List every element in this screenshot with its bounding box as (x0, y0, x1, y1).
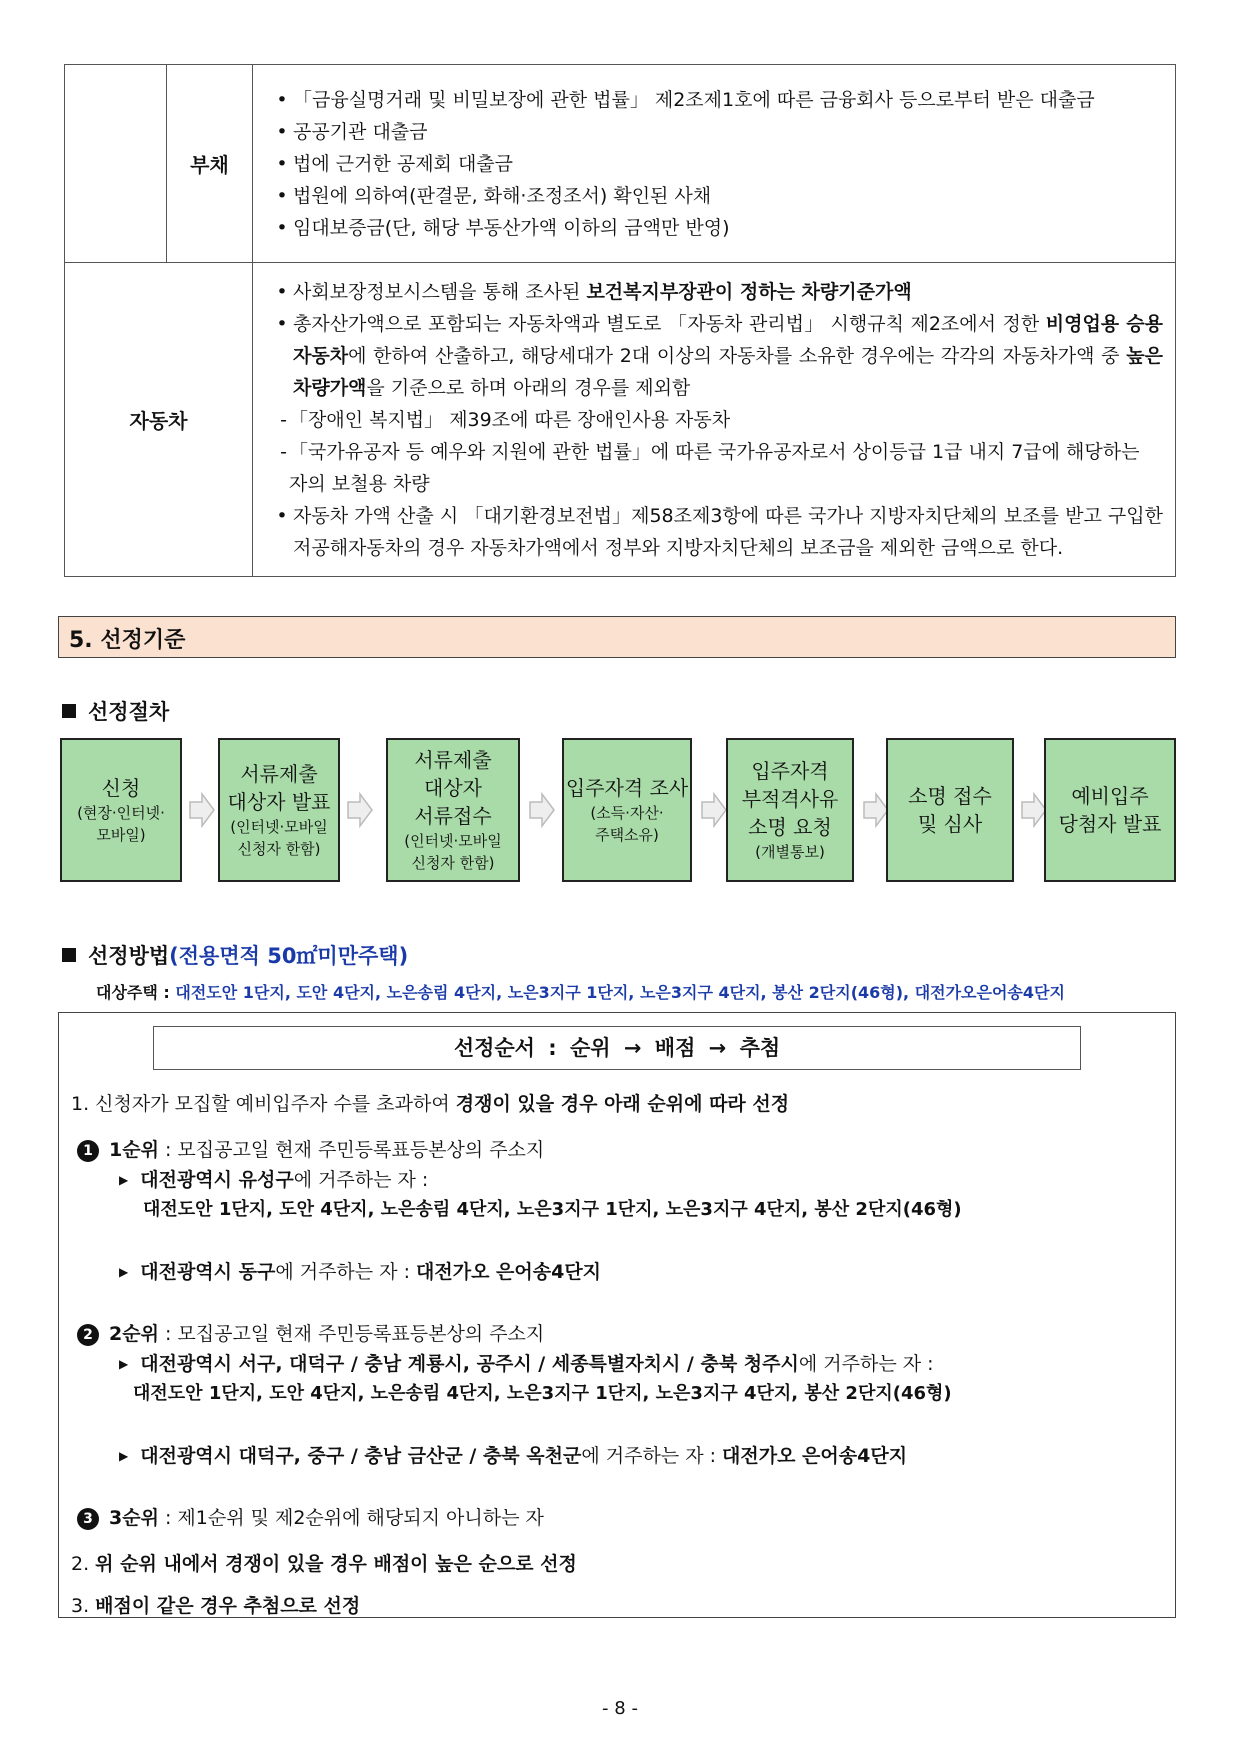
arrow-right-icon (188, 790, 216, 830)
section-title: 5. 선정기준 (58, 616, 1176, 658)
triangle-bullet-icon: ▶ (119, 1357, 129, 1371)
flow-step: 소명 접수 및 심사 (886, 738, 1014, 882)
number-circle-icon: 2 (77, 1324, 99, 1346)
list-item: • 법원에 의하여(판결문, 화해·조정조서) 확인된 사채 (276, 184, 712, 207)
rank-2-area-a-list: 대전도안 1단지, 도안 4단지, 노은송림 4단지, 노은3지구 1단지, 노은3지구 4단지, 봉산 2단지(46형) (133, 1383, 952, 1404)
selection-order: 선정순서 : 순위 → 배점 → 추첨 (153, 1026, 1081, 1070)
triangle-bullet-icon: ▶ (119, 1265, 129, 1279)
list-item: • 총자산가액으로 포함되는 자동차액과 별도로 「자동차 관리법」 시행규칙 제2조에서 정한 비영업용 승용자동차에 한하여 산출하고, 해당세대가 2대 이상의 자동차를 소유한 경우에는 각각의 자동차가액 중 높은 차량가액을 기준으로 하며 아래의 경우를 제외함 (276, 312, 1163, 399)
method-heading: 선정방법(전용면적 50㎡미만주택) (62, 940, 408, 970)
debt-items (253, 65, 1176, 263)
asset-criteria-table (64, 64, 1176, 577)
procedure-heading: 선정절차 (62, 696, 169, 726)
procedure-flow (60, 738, 1176, 882)
list-item: - 「국가유공자 등 예우와 지원에 관한 법률」에 따른 국가유공자로서 상이등급 1급 내지 7급에 해당하는 자의 보철용 차량 (280, 440, 1140, 495)
list-item: • 자동차 가액 산출 시 「대기환경보전법」제58조제3항에 따른 국가나 지방자치단체의 보조를 받고 구입한 저공해자동차의 경우 자동차가액에서 정부와 지방자치단체의 보조금을 제외한 금액으로 한다. (276, 504, 1163, 559)
selection-method-box (58, 1012, 1176, 1618)
rank-1-area-a: ▶ 대전광역시 유성구에 거주하는 자 : (119, 1169, 429, 1191)
list-item: - 「장애인 복지법」 제39조에 따른 장애인사용 자동차 (280, 408, 731, 431)
number-circle-icon: 3 (77, 1508, 99, 1530)
flow-step: 입주자격 부적격사유 소명 요청 (개별통보) (726, 738, 854, 882)
square-bullet-icon (62, 704, 76, 718)
list-item: • 임대보증금(단, 해당 부동산가액 이하의 금액만 반영) (276, 216, 730, 239)
list-item: • 법에 근거한 공제회 대출금 (276, 152, 514, 175)
debt-row (65, 65, 1176, 263)
number-circle-icon: 1 (77, 1140, 99, 1162)
rank-1-area-b: ▶ 대전광역시 동구에 거주하는 자 : 대전가오 은어송4단지 (119, 1261, 602, 1283)
rule-line-2: 2. 위 순위 내에서 경쟁이 있을 경우 배점이 높은 순으로 선정 (71, 1553, 577, 1575)
triangle-bullet-icon: ▶ (119, 1173, 129, 1187)
car-label: 자동차 (65, 263, 253, 577)
rank-2-area-a: ▶ 대전광역시 서구, 대덕구 / 충남 계룡시, 공주시 / 세종특별자치시 / 충북 청주시에 거주하는 자 : (119, 1353, 934, 1375)
rule-line-3: 3. 배점이 같은 경우 추첨으로 선정 (71, 1595, 361, 1617)
flow-step: 서류제출 대상자 발표 (인터넷·모바일 신청자 한함) (218, 738, 340, 882)
rule-line-1: 1. 신청자가 모집할 예비입주자 수를 초과하여 경쟁이 있을 경우 아래 순위에 따라 선정 (71, 1093, 790, 1115)
triangle-bullet-icon: ▶ (119, 1449, 129, 1463)
car-row (65, 263, 1176, 577)
list-item: • 사회보장정보시스템을 통해 조사된 보건복지부장관이 정하는 차량기준가액 (276, 280, 912, 303)
target-housing: 대상주택 : 대전도안 1단지, 도안 4단지, 노은송림 4단지, 노은3지구 1단지, 노은3지구 4단지, 봉산 2단지(46형), 대전가오은어송4단지 (96, 983, 1065, 1002)
flow-step: 서류제출 대상자 서류접수 (인터넷·모바일 신청자 한함) (386, 738, 520, 882)
arrow-right-icon (528, 790, 556, 830)
blank-cell (65, 65, 167, 263)
flow-step: 예비입주 당첨자 발표 (1044, 738, 1176, 882)
list-item: • 「금융실명거래 및 비밀보장에 관한 법률」 제2조제1호에 따른 금융회사 등으로부터 받은 대출금 (276, 88, 1095, 111)
rank-1-area-a-list: 대전도안 1단지, 도안 4단지, 노은송림 4단지, 노은3지구 1단지, 노은3지구 4단지, 봉산 2단지(46형) (143, 1199, 962, 1220)
rank-2-area-b: ▶ 대전광역시 대덕구, 중구 / 충남 금산군 / 충북 옥천군에 거주하는 자 : 대전가오 은어송4단지 (119, 1445, 908, 1467)
flow-step: 신청 (현장·인터넷· 모바일) (60, 738, 182, 882)
rank-1: 1 1순위 : 모집공고일 현재 주민등록표등본상의 주소지 (77, 1135, 544, 1162)
square-bullet-icon (62, 948, 76, 962)
list-item: • 공공기관 대출금 (276, 120, 428, 143)
debt-label: 부채 (167, 65, 253, 263)
arrow-right-icon (700, 790, 728, 830)
page-number: - 8 - (602, 1698, 638, 1719)
rank-2: 2 2순위 : 모집공고일 현재 주민등록표등본상의 주소지 (77, 1319, 544, 1346)
arrow-right-icon (346, 790, 374, 830)
flow-step: 입주자격 조사 (소득·자산· 주택소유) (562, 738, 692, 882)
rank-3: 3 3순위 : 제1순위 및 제2순위에 해당되지 아니하는 자 (77, 1503, 544, 1530)
car-items (253, 263, 1176, 577)
